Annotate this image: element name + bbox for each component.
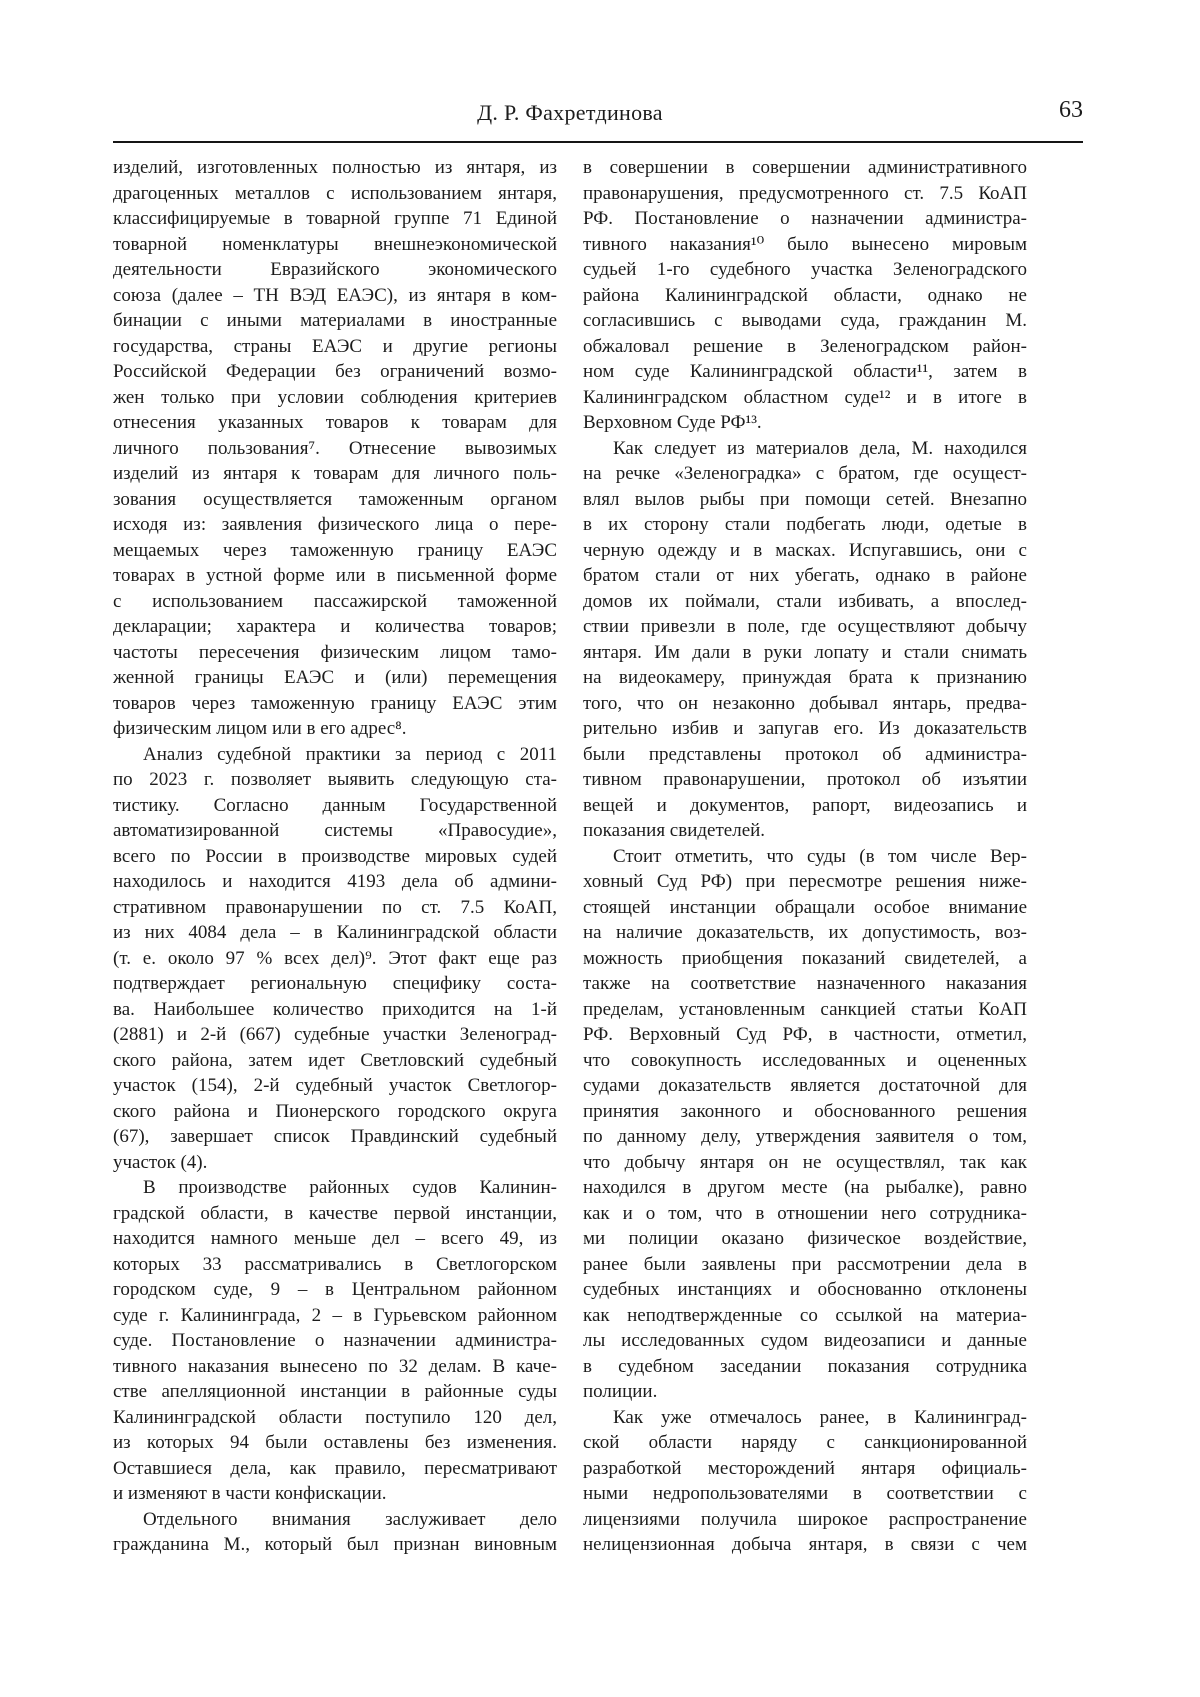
text-body — [113, 155, 1027, 1558]
column-left — [113, 155, 557, 1558]
text-line: жен только при условии соблюдения критериев — [113, 386, 557, 408]
text-line: домов их поймали, стали избивать, а впослед- — [583, 590, 1027, 612]
text-line: личного пользования⁷. Отнесение вывозимых — [113, 437, 557, 459]
text-line: по данному делу, утверждения заявителя о том, — [583, 1126, 1027, 1147]
text-line: пределам, установленным санкцией статьи КоАП — [583, 998, 1027, 1020]
text-line: драгоценных металлов с использованием янтаря, — [113, 182, 557, 204]
text-line: РФ. Постановление о назначении администра- — [583, 208, 1027, 229]
text-line: стоящей инстанции обращали особое внимание — [583, 896, 1027, 918]
text-line: из них 4084 дела – в Калининградской области — [113, 922, 557, 943]
text-line: ми полиции оказано физическое воздействие, — [583, 1228, 1027, 1249]
text-line: Российской Федерации без ограничений возмо- — [113, 361, 557, 382]
text-line: ном суде Калининградской области¹¹, затем в — [583, 361, 1027, 382]
text-line: также на соответствие назначенного наказания — [583, 973, 1027, 994]
text-line: изделий, изготовленных полностью из янтаря, из — [113, 157, 557, 178]
text-line: находилось и находится 4193 дела об админи- — [113, 871, 557, 892]
text-line: женной границы ЕАЭС и (или) перемещения — [113, 667, 557, 688]
text-line: были представлены протокол об администра- — [583, 743, 1027, 765]
text-line: обжаловал решение в Зеленоградском район- — [583, 335, 1027, 357]
text-line: судьей 1-го судебного участка Зеленоградского — [583, 259, 1027, 280]
text-line: на видеокамеру, принуждая брата к признанию — [583, 667, 1027, 688]
text-line: деятельности Евразийского экономического — [113, 259, 557, 280]
text-line: В производстве районных судов Калинин- — [143, 1177, 557, 1198]
text-line: Отдельного внимания заслуживает дело — [143, 1508, 557, 1530]
text-line: Стоит отметить, что суды (в том числе Вер- — [613, 845, 1027, 867]
text-line: гражданина М., который был признан виновным — [113, 1534, 557, 1555]
text-line: (т. е. около 97 % всех дел)⁹. Этот факт еще раз — [113, 947, 557, 969]
text-line: товарах в устной форме или в письменной форме — [113, 565, 557, 586]
text-line: на речке «Зеленоградка» с братом, где осущест- — [583, 463, 1027, 484]
text-line: товарной номенклатуры внешнеэкономической — [113, 233, 557, 255]
text-line: тистику. Согласно данным Государственной — [113, 794, 557, 816]
text-line: Оставшиеся дела, как правило, пересматривают — [113, 1457, 557, 1479]
text-line: физическим лицом или в его адрес⁸. — [113, 718, 407, 739]
text-line: ской области наряду с санкционированной — [583, 1432, 1027, 1453]
text-line: автоматизированной системы «Правосудие», — [113, 820, 557, 841]
page-number: 63 — [1059, 97, 1083, 123]
text-line: изделий из янтаря к товарам для личного поль- — [113, 463, 557, 484]
text-line: черную одежду и в масках. Испугавшись, они с — [583, 539, 1027, 561]
text-line: показания свидетелей. — [583, 820, 766, 841]
text-line: исходя из: заявления физического лица о пере- — [113, 514, 557, 535]
text-line: лы исследованных судом видеозаписи и данные — [583, 1330, 1027, 1351]
text-line: участок (154), 2-й судебный участок Светлогор- — [113, 1075, 557, 1096]
text-line: тивном правонарушении, протокол об изъятии — [583, 769, 1027, 790]
text-line: градской области, в качестве первой инстанции, — [113, 1202, 557, 1224]
text-line: зования осуществляется таможенным органом — [113, 488, 557, 510]
text-line: как и о том, что в отношении него сотрудника- — [583, 1202, 1027, 1224]
text-line: ранее были заявлены при рассмотрении дела в — [583, 1253, 1027, 1275]
text-line: подтверждает региональную специфику соста- — [113, 973, 557, 994]
text-line: отнесения указанных товаров к товарам для — [113, 412, 557, 433]
text-line: (67), завершает список Правдинский судебный — [113, 1126, 557, 1147]
text-line: государства, страны ЕАЭС и другие регионы — [113, 335, 557, 357]
text-line: янтаря. Им дали в руки лопату и стали снимать — [583, 641, 1027, 663]
text-line: Как уже отмечалось ранее, в Калининград- — [613, 1406, 1027, 1428]
text-line: по 2023 г. позволяет выявить следующую ста- — [113, 769, 557, 790]
text-line: влял вылов рыбы при помощи сетей. Внезапно — [583, 488, 1027, 510]
text-line: участок (4). — [113, 1151, 208, 1173]
text-line: находится намного меньше дел – всего 49, из — [113, 1228, 557, 1249]
text-line: и изменяют в части конфискации. — [113, 1483, 387, 1504]
text-line: что совокупность исследованных и оцененных — [583, 1049, 1027, 1071]
text-line: тивного наказания вынесено по 32 делам. В каче- — [113, 1355, 557, 1377]
text-line: мещаемых через таможенную границу ЕАЭС — [113, 539, 557, 561]
text-line: ского района, затем идет Светловский судебный — [113, 1049, 557, 1071]
text-line: принятия законного и обоснованного решения — [583, 1100, 1027, 1122]
text-line: рительно избив и запугав его. Из доказательств — [583, 718, 1027, 739]
text-line: ва. Наибольшее количество приходится на 1-й — [113, 998, 557, 1020]
text-line: братом стали от них убегать, однако в районе — [583, 565, 1027, 586]
text-line: того, что он незаконно добывал янтарь, предва- — [583, 692, 1027, 714]
text-line: что добычу янтаря он не осуществлял, так как — [583, 1151, 1027, 1173]
text-line: ствии привезли в поле, где осуществляют добычу — [583, 616, 1027, 637]
text-line: бинации с иными материалами в иностранные — [113, 310, 557, 331]
text-line: в совершении в совершении административного — [583, 157, 1027, 178]
header-rule — [113, 141, 1083, 143]
text-line: в судебном заседании показания сотрудника — [583, 1355, 1027, 1377]
text-line: ского района и Пионерского городского округа — [113, 1100, 557, 1122]
text-line: частоты пересечения физическим лицом тамо- — [113, 641, 557, 663]
text-line: Верховном Суде РФ¹³. — [583, 412, 762, 433]
text-line: судами доказательств является достаточной для — [583, 1075, 1027, 1096]
text-line: ными недропользователями в соответствии с — [583, 1483, 1027, 1504]
text-line: товаров через таможенную границу ЕАЭС этим — [113, 692, 557, 714]
text-line: на наличие доказательств, их допустимость, воз- — [583, 922, 1027, 943]
text-line: судебных инстанциях и обоснованно отклонены — [583, 1279, 1027, 1300]
text-line: лицензиями получила широкое распространение — [583, 1508, 1027, 1530]
text-line: как неподтвержденные со ссылкой на материа- — [583, 1304, 1027, 1326]
text-line: ховный Суд РФ) при пересмотре решения ниже- — [583, 871, 1027, 892]
text-line: из которых 94 были оставлены без изменения. — [113, 1432, 557, 1453]
text-line: Анализ судебной практики за период с 2011 — [143, 743, 557, 765]
text-line: разработкой месторождений янтаря официаль- — [583, 1457, 1027, 1479]
text-line: суде г. Калининграда, 2 – в Гурьевском районном — [113, 1304, 557, 1326]
text-line: тивного наказания¹⁰ было вынесено мировым — [583, 233, 1027, 255]
text-line: с использованием пассажирской таможенной — [113, 590, 557, 612]
text-line: Калининградской области поступило 120 дел, — [113, 1406, 557, 1428]
text-line: всего по России в производстве мировых судей — [113, 845, 557, 867]
text-line: Калининградском областном суде¹² и в итоге в — [583, 386, 1027, 408]
text-line: Как следует из материалов дела, М. находился — [613, 437, 1027, 459]
text-line: союза (далее – ТН ВЭД ЕАЭС), из янтаря в ком- — [113, 284, 557, 306]
text-line: стве апелляционной инстанции в районные суды — [113, 1381, 557, 1402]
text-line: полиции. — [583, 1381, 658, 1402]
text-line: стративном правонарушении по ст. 7.5 КоАП, — [113, 896, 557, 918]
column-right — [583, 155, 1027, 1558]
text-line: которых 33 рассматривались в Светлогорском — [113, 1253, 557, 1275]
text-line: можность приобщения показаний свидетелей, а — [583, 947, 1027, 969]
text-line: РФ. Верховный Суд РФ, в частности, отметил, — [583, 1024, 1027, 1045]
text-line: находился в другом месте (на рыбалке), равно — [583, 1177, 1027, 1198]
text-line: в их сторону стали подбегать люди, одетые в — [583, 514, 1027, 535]
text-line: городском суде, 9 – в Центральном районном — [113, 1279, 557, 1300]
text-line: декларации; характера и количества товаров; — [113, 616, 557, 637]
text-line: правонарушения, предусмотренного ст. 7.5 КоАП — [583, 182, 1027, 204]
running-head-author: Д. Р. Фахретдинова — [477, 100, 663, 125]
text-line: вещей и документов, рапорт, видеозапись и — [583, 794, 1027, 816]
text-line: согласившись с выводами суда, гражданин М. — [583, 310, 1027, 331]
text-line: нелицензионная добыча янтаря, в связи с чем — [583, 1534, 1027, 1555]
text-line: суде. Постановление о назначении администра- — [113, 1330, 557, 1351]
text-line: классифицируемые в товарной группе 71 Единой — [113, 208, 557, 229]
text-line: (2881) и 2-й (667) судебные участки Зеленоград- — [113, 1024, 557, 1045]
text-line: района Калининградской области, однако не — [583, 284, 1027, 306]
